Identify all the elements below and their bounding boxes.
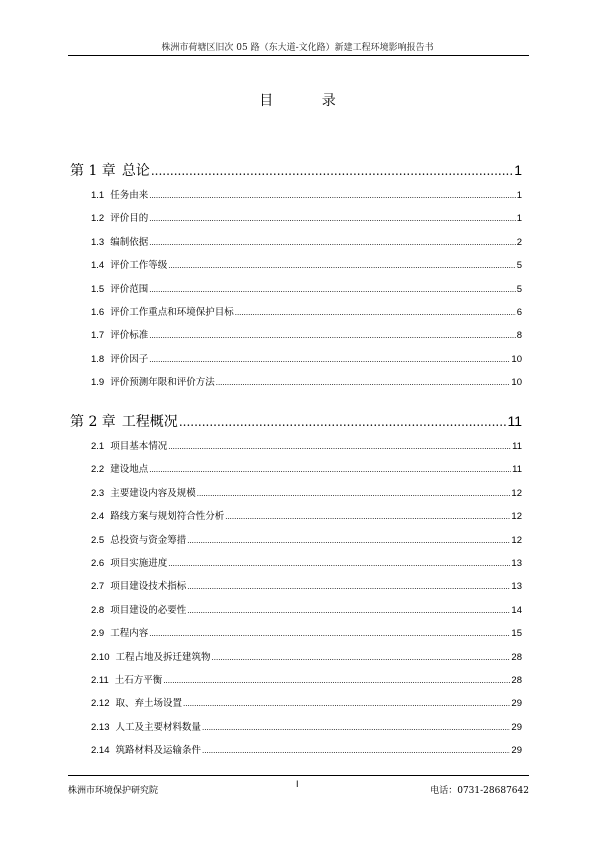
- dot-leader: [168, 443, 511, 451]
- section-page-number: 29: [511, 698, 522, 710]
- toc-section-entry[interactable]: [91, 672, 522, 686]
- toc-section-entry[interactable]: [91, 719, 522, 733]
- toc-section-entry[interactable]: [91, 187, 522, 201]
- section-page-number: 1: [516, 213, 522, 225]
- section-number: 1.7: [91, 330, 105, 342]
- chapter-page-number: 11: [507, 413, 522, 429]
- chapter-number: 第 2 章: [70, 414, 116, 430]
- toc-section-entry[interactable]: [91, 532, 522, 546]
- chapter-number: 第 1 章: [70, 163, 116, 179]
- section-title: 主要建设内容及规模: [110, 487, 196, 499]
- dot-leader: [149, 356, 510, 364]
- section-page-number: 10: [511, 377, 522, 389]
- section-page-number: 5: [516, 260, 522, 272]
- section-number: 1.2: [91, 213, 105, 225]
- dot-leader: [216, 379, 511, 387]
- section-title: 评价工作等级: [110, 260, 168, 272]
- dot-leader: [212, 654, 511, 662]
- chapter-title: 工程概况: [121, 414, 178, 430]
- section-title: 取、弃土场设置: [115, 698, 183, 710]
- section-title: 项目基本情况: [110, 441, 168, 452]
- section-number: 2.12: [91, 698, 110, 710]
- chapter-title: 总论: [121, 163, 150, 179]
- dot-leader: [235, 309, 516, 317]
- dot-leader: [187, 537, 510, 545]
- section-page-number: 1: [516, 190, 522, 201]
- section-title: 评价工作重点和环境保护目标: [110, 307, 234, 318]
- toc-section-entry[interactable]: [91, 508, 522, 522]
- section-number: 1.8: [91, 353, 105, 365]
- toc-section-entry[interactable]: [91, 578, 522, 592]
- section-title: 路线方案与规划符合性分析: [110, 511, 225, 523]
- section-number: 1.4: [91, 260, 105, 272]
- section-page-number: 5: [516, 283, 522, 295]
- section-page-number: 13: [511, 581, 522, 593]
- toc-section-entry[interactable]: [91, 257, 522, 271]
- dot-leader: [149, 630, 510, 638]
- dot-leader: [163, 677, 510, 685]
- section-title: 评价目的: [110, 213, 149, 225]
- section-number: 2.13: [91, 721, 110, 733]
- dot-leader: [168, 262, 515, 270]
- section-number: 1.3: [91, 236, 105, 248]
- section-number: 2.5: [91, 534, 105, 546]
- dot-leader: [179, 415, 507, 429]
- section-number: 1.5: [91, 283, 105, 295]
- section-title: 土石方平衡: [114, 675, 163, 686]
- dot-leader: [197, 490, 511, 498]
- dot-leader: [183, 700, 510, 708]
- dot-leader: [149, 286, 515, 294]
- section-title: 工程占地及拆迁建筑物: [115, 651, 211, 663]
- section-title: 筑路材料及运输条件: [115, 745, 202, 757]
- toc-section-entry[interactable]: [91, 461, 522, 475]
- section-number: 2.14: [91, 745, 110, 757]
- section-number: 1.9: [91, 377, 105, 389]
- section-page-number: 10: [511, 353, 522, 365]
- section-title: 建设地点: [110, 464, 149, 476]
- section-page-number: 8: [516, 330, 522, 342]
- section-page-number: 29: [511, 721, 522, 733]
- dot-leader: [149, 466, 511, 474]
- footer-phone: 电话：0731-28687642: [430, 786, 529, 796]
- section-page-number: 28: [511, 651, 522, 663]
- section-number: 1.1: [91, 190, 105, 201]
- dot-leader: [187, 583, 510, 591]
- toc-section-entry[interactable]: [91, 625, 522, 639]
- section-page-number: 13: [511, 558, 522, 569]
- section-title: 评价标准: [110, 330, 149, 342]
- section-page-number: 12: [511, 511, 522, 523]
- toc-section-entry[interactable]: [91, 485, 522, 499]
- dot-leader: [151, 164, 513, 178]
- toc-section-entry[interactable]: [91, 351, 522, 365]
- toc-section-entry[interactable]: [91, 555, 522, 569]
- section-number: 2.6: [91, 558, 105, 569]
- section-title: 评价范围: [110, 283, 149, 295]
- dot-leader: [225, 513, 510, 521]
- section-number: 2.11: [91, 675, 109, 686]
- toc-section-entry[interactable]: [91, 304, 522, 318]
- section-number: 2.8: [91, 604, 105, 616]
- section-title: 项目实施进度: [110, 558, 168, 569]
- section-page-number: 6: [516, 307, 522, 318]
- section-title: 编制依据: [110, 236, 149, 248]
- toc-section-entry[interactable]: [91, 649, 522, 663]
- toc-chapter-entry[interactable]: [70, 411, 522, 431]
- chapter-page-number: 1: [514, 162, 522, 178]
- section-title: 人工及主要材料数量: [115, 721, 202, 733]
- toc-section-entry[interactable]: [91, 210, 522, 224]
- section-page-number: 12: [511, 487, 522, 499]
- section-page-number: 29: [511, 745, 522, 757]
- section-page-number: 2: [516, 236, 522, 248]
- toc-section-entry[interactable]: [91, 281, 522, 295]
- toc-title: 目 录: [259, 93, 358, 109]
- section-title: 工程内容: [110, 628, 149, 640]
- section-page-number: 28: [511, 675, 522, 686]
- section-page-number: 11: [512, 441, 522, 452]
- section-title: 项目建设技术指标: [110, 581, 187, 593]
- dot-leader: [149, 192, 515, 200]
- dot-leader: [149, 215, 515, 223]
- section-page-number: 12: [511, 534, 522, 546]
- section-number: 2.2: [91, 464, 105, 476]
- section-page-number: 11: [512, 464, 522, 476]
- section-number: 2.1: [91, 441, 105, 452]
- footer-organization: 株洲市环境保护研究院: [68, 786, 159, 796]
- section-title: 评价预测年限和评价方法: [110, 377, 215, 389]
- dot-leader: [149, 239, 515, 247]
- section-number: 1.6: [91, 307, 105, 318]
- toc-section-entry[interactable]: [91, 374, 522, 388]
- section-number: 2.9: [91, 628, 105, 640]
- footer-rule: [68, 775, 529, 776]
- section-title: 总投资与资金筹措: [110, 534, 187, 546]
- dot-leader: [149, 332, 515, 340]
- toc-section-entry[interactable]: [91, 602, 522, 616]
- dot-leader: [202, 724, 510, 732]
- toc-section-entry[interactable]: [91, 327, 522, 341]
- section-number: 2.3: [91, 487, 105, 499]
- section-title: 任务由来: [110, 190, 149, 201]
- section-number: 2.4: [91, 511, 105, 523]
- section-number: 2.7: [91, 581, 105, 593]
- section-number: 2.10: [91, 651, 110, 663]
- dot-leader: [168, 560, 510, 568]
- dot-leader: [187, 607, 510, 615]
- section-page-number: 15: [511, 628, 522, 640]
- footer-page-number: I: [296, 779, 299, 789]
- toc-section-entry[interactable]: [91, 234, 522, 248]
- dot-leader: [202, 747, 510, 755]
- running-header: 株洲市荷塘区旧次 05 路（东大道-文化路）新建工程环境影响报告书: [161, 43, 434, 53]
- toc-section-entry[interactable]: [91, 742, 522, 756]
- toc-section-entry[interactable]: [91, 438, 522, 452]
- toc-section-entry[interactable]: [91, 695, 522, 709]
- section-page-number: 14: [511, 604, 522, 616]
- section-title: 评价因子: [110, 353, 149, 365]
- toc-chapter-entry[interactable]: [70, 160, 522, 180]
- section-title: 项目建设的必要性: [110, 604, 187, 616]
